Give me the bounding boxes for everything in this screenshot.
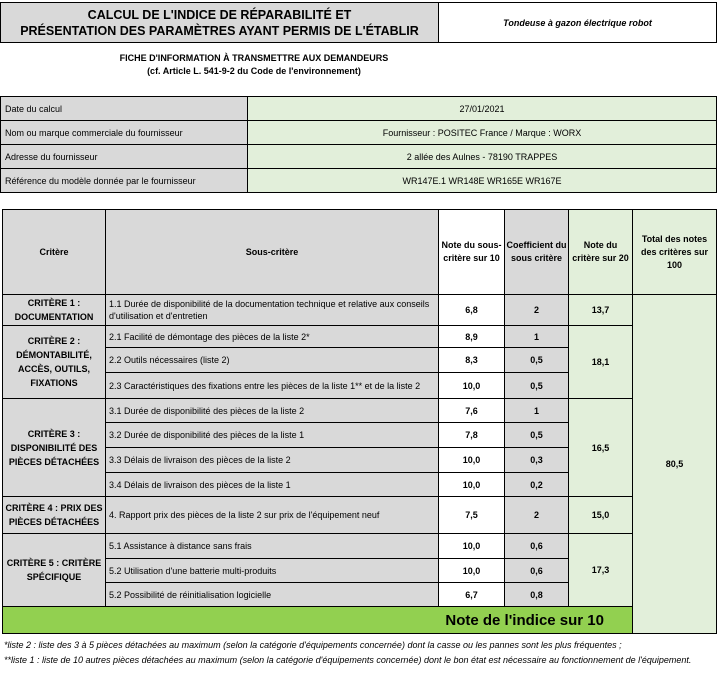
- criterion-5-note: 17,3: [569, 534, 633, 607]
- sub-criterion-note: 10,0: [439, 373, 505, 399]
- info-value-address: 2 allée des Aulnes - 78190 TRAPPES: [248, 145, 717, 169]
- col-header-note-critere: Note du critère sur 20: [569, 210, 633, 295]
- sub-criterion-label: 2.2 Outils nécessaires (liste 2): [106, 348, 439, 373]
- criterion-3-note: 16,5: [569, 399, 633, 497]
- sub-criterion-note: 8,3: [439, 348, 505, 373]
- final-score-label: Note de l'indice sur 10: [3, 607, 633, 634]
- info-value-date: 27/01/2021: [248, 97, 717, 121]
- fiche-caption: [0, 52, 508, 78]
- sub-criterion-label: 5.2 Possibilité de réinitialisation logicielle: [106, 583, 439, 607]
- info-label-address: Adresse du fournisseur: [1, 145, 248, 169]
- sub-criterion-coef: 0,8: [505, 583, 569, 607]
- criterion-5-name: CRITÈRE 5 : CRITÈRE SPÉCIFIQUE: [3, 534, 106, 607]
- scoring-table: [2, 209, 717, 634]
- sub-criterion-note: 10,0: [439, 559, 505, 583]
- sub-criterion-coef: 1: [505, 326, 569, 348]
- criterion-1-note: 13,7: [569, 295, 633, 326]
- criterion-4-name: CRITÈRE 4 : PRIX DES PIÈCES DÉTACHÉES: [3, 497, 106, 534]
- criterion-3-name: CRITÈRE 3 : DISPONIBILITÉ DES PIÈCES DÉTACHÉES: [3, 399, 106, 497]
- criterion-2-name: CRITÈRE 2 : DÉMONTABILITÉ, ACCÈS, OUTILS, FIXATIONS: [3, 326, 106, 399]
- sub-criterion-coef: 0,3: [505, 448, 569, 473]
- sub-criterion-coef: 1: [505, 399, 569, 423]
- criterion-4-note: 15,0: [569, 497, 633, 534]
- criterion-2-note: 18,1: [569, 326, 633, 399]
- col-header-critere: Critère: [3, 210, 106, 295]
- info-value-reference: WR147E.1 WR148E WR165E WR167E: [248, 169, 717, 193]
- footnote-liste-2: *liste 2 : liste des 3 à 5 pièces détachées au maximum (selon la catégorie d'équipements concernée) dont la casse ou les pannes sont les plus fréquentes ;: [4, 640, 622, 650]
- sub-criterion-coef: 2: [505, 497, 569, 534]
- col-header-total: Total des notes des critères sur 100: [633, 210, 717, 295]
- sub-criterion-coef: 0,5: [505, 423, 569, 448]
- sub-criterion-coef: 2: [505, 295, 569, 326]
- info-label-supplier: Nom ou marque commerciale du fournisseur: [1, 121, 248, 145]
- sub-criterion-label: 2.3 Caractéristiques des fixations entre les pièces de la liste 1** et de la liste 2: [106, 373, 439, 399]
- sub-criterion-label: 3.1 Durée de disponibilité des pièces de la liste 2: [106, 399, 439, 423]
- sub-criterion-note: 6,8: [439, 295, 505, 326]
- fiche-line-2: (cf. Article L. 541-9-2 du Code de l'environnement): [147, 66, 361, 76]
- sub-criterion-label: 5.2 Utilisation d'une batterie multi-produits: [106, 559, 439, 583]
- supplier-info-table: [0, 96, 717, 193]
- sub-criterion-note: 10,0: [439, 534, 505, 559]
- info-label-reference: Référence du modèle donnée par le fournisseur: [1, 169, 248, 193]
- sub-criterion-note: 7,6: [439, 399, 505, 423]
- sub-criterion-label: 3.3 Délais de livraison des pièces de la liste 2: [106, 448, 439, 473]
- sub-criterion-coef: 0,6: [505, 534, 569, 559]
- page-title: [1, 3, 439, 43]
- fiche-line-1: FICHE D'INFORMATION À TRANSMETTRE AUX DEMANDEURS: [119, 53, 389, 63]
- col-header-note-sous-critere: Note du sous-critère sur 10: [439, 210, 505, 295]
- info-label-date: Date du calcul: [1, 97, 248, 121]
- title-line-1: CALCUL DE L'INDICE DE RÉPARABILITÉ ET: [87, 7, 352, 22]
- sub-criterion-note: 10,0: [439, 473, 505, 497]
- sub-criterion-coef: 0,5: [505, 348, 569, 373]
- sub-criterion-note: 7,8: [439, 423, 505, 448]
- sub-criterion-label: 4. Rapport prix des pièces de la liste 2 sur prix de l'équipement neuf: [106, 497, 439, 534]
- info-value-supplier: Fournisseur : POSITEC France / Marque : WORX: [248, 121, 717, 145]
- sub-criterion-note: 10,0: [439, 448, 505, 473]
- col-header-sous-critere: Sous-critère: [106, 210, 439, 295]
- sub-criterion-note: 8,9: [439, 326, 505, 348]
- footnote-liste-1: **liste 1 : liste de 10 autres pièces détachées au maximum (selon la catégorie d'équipements concernée) dont le bon état est nécessaire au fonctionnement de l'équipement.: [4, 655, 692, 665]
- title-line-2: PRÉSENTATION DES PARAMÈTRES AYANT PERMIS DE L'ÉTABLIR: [20, 23, 419, 38]
- product-name: Tondeuse à gazon électrique robot: [439, 3, 717, 43]
- sub-criterion-label: 5.1 Assistance à distance sans frais: [106, 534, 439, 559]
- footnotes: [4, 638, 716, 668]
- sub-criterion-label: 3.2 Durée de disponibilité des pièces de la liste 1: [106, 423, 439, 448]
- sub-criterion-label: 2.1 Facilité de démontage des pièces de la liste 2*: [106, 326, 439, 348]
- header-table: [0, 2, 717, 43]
- total-score: 80,5: [633, 295, 717, 634]
- sub-criterion-label: 3.4 Délais de livraison des pièces de la liste 1: [106, 473, 439, 497]
- criterion-1-name: CRITÈRE 1 : DOCUMENTATION: [3, 295, 106, 326]
- sub-criterion-label: 1.1 Durée de disponibilité de la documentation technique et relative aux conseils d'utilisation et d'entretien: [106, 295, 439, 326]
- sub-criterion-coef: 0,2: [505, 473, 569, 497]
- sub-criterion-coef: 0,6: [505, 559, 569, 583]
- col-header-coefficient: Coefficient du sous critère: [505, 210, 569, 295]
- sub-criterion-coef: 0,5: [505, 373, 569, 399]
- sub-criterion-note: 6,7: [439, 583, 505, 607]
- sub-criterion-note: 7,5: [439, 497, 505, 534]
